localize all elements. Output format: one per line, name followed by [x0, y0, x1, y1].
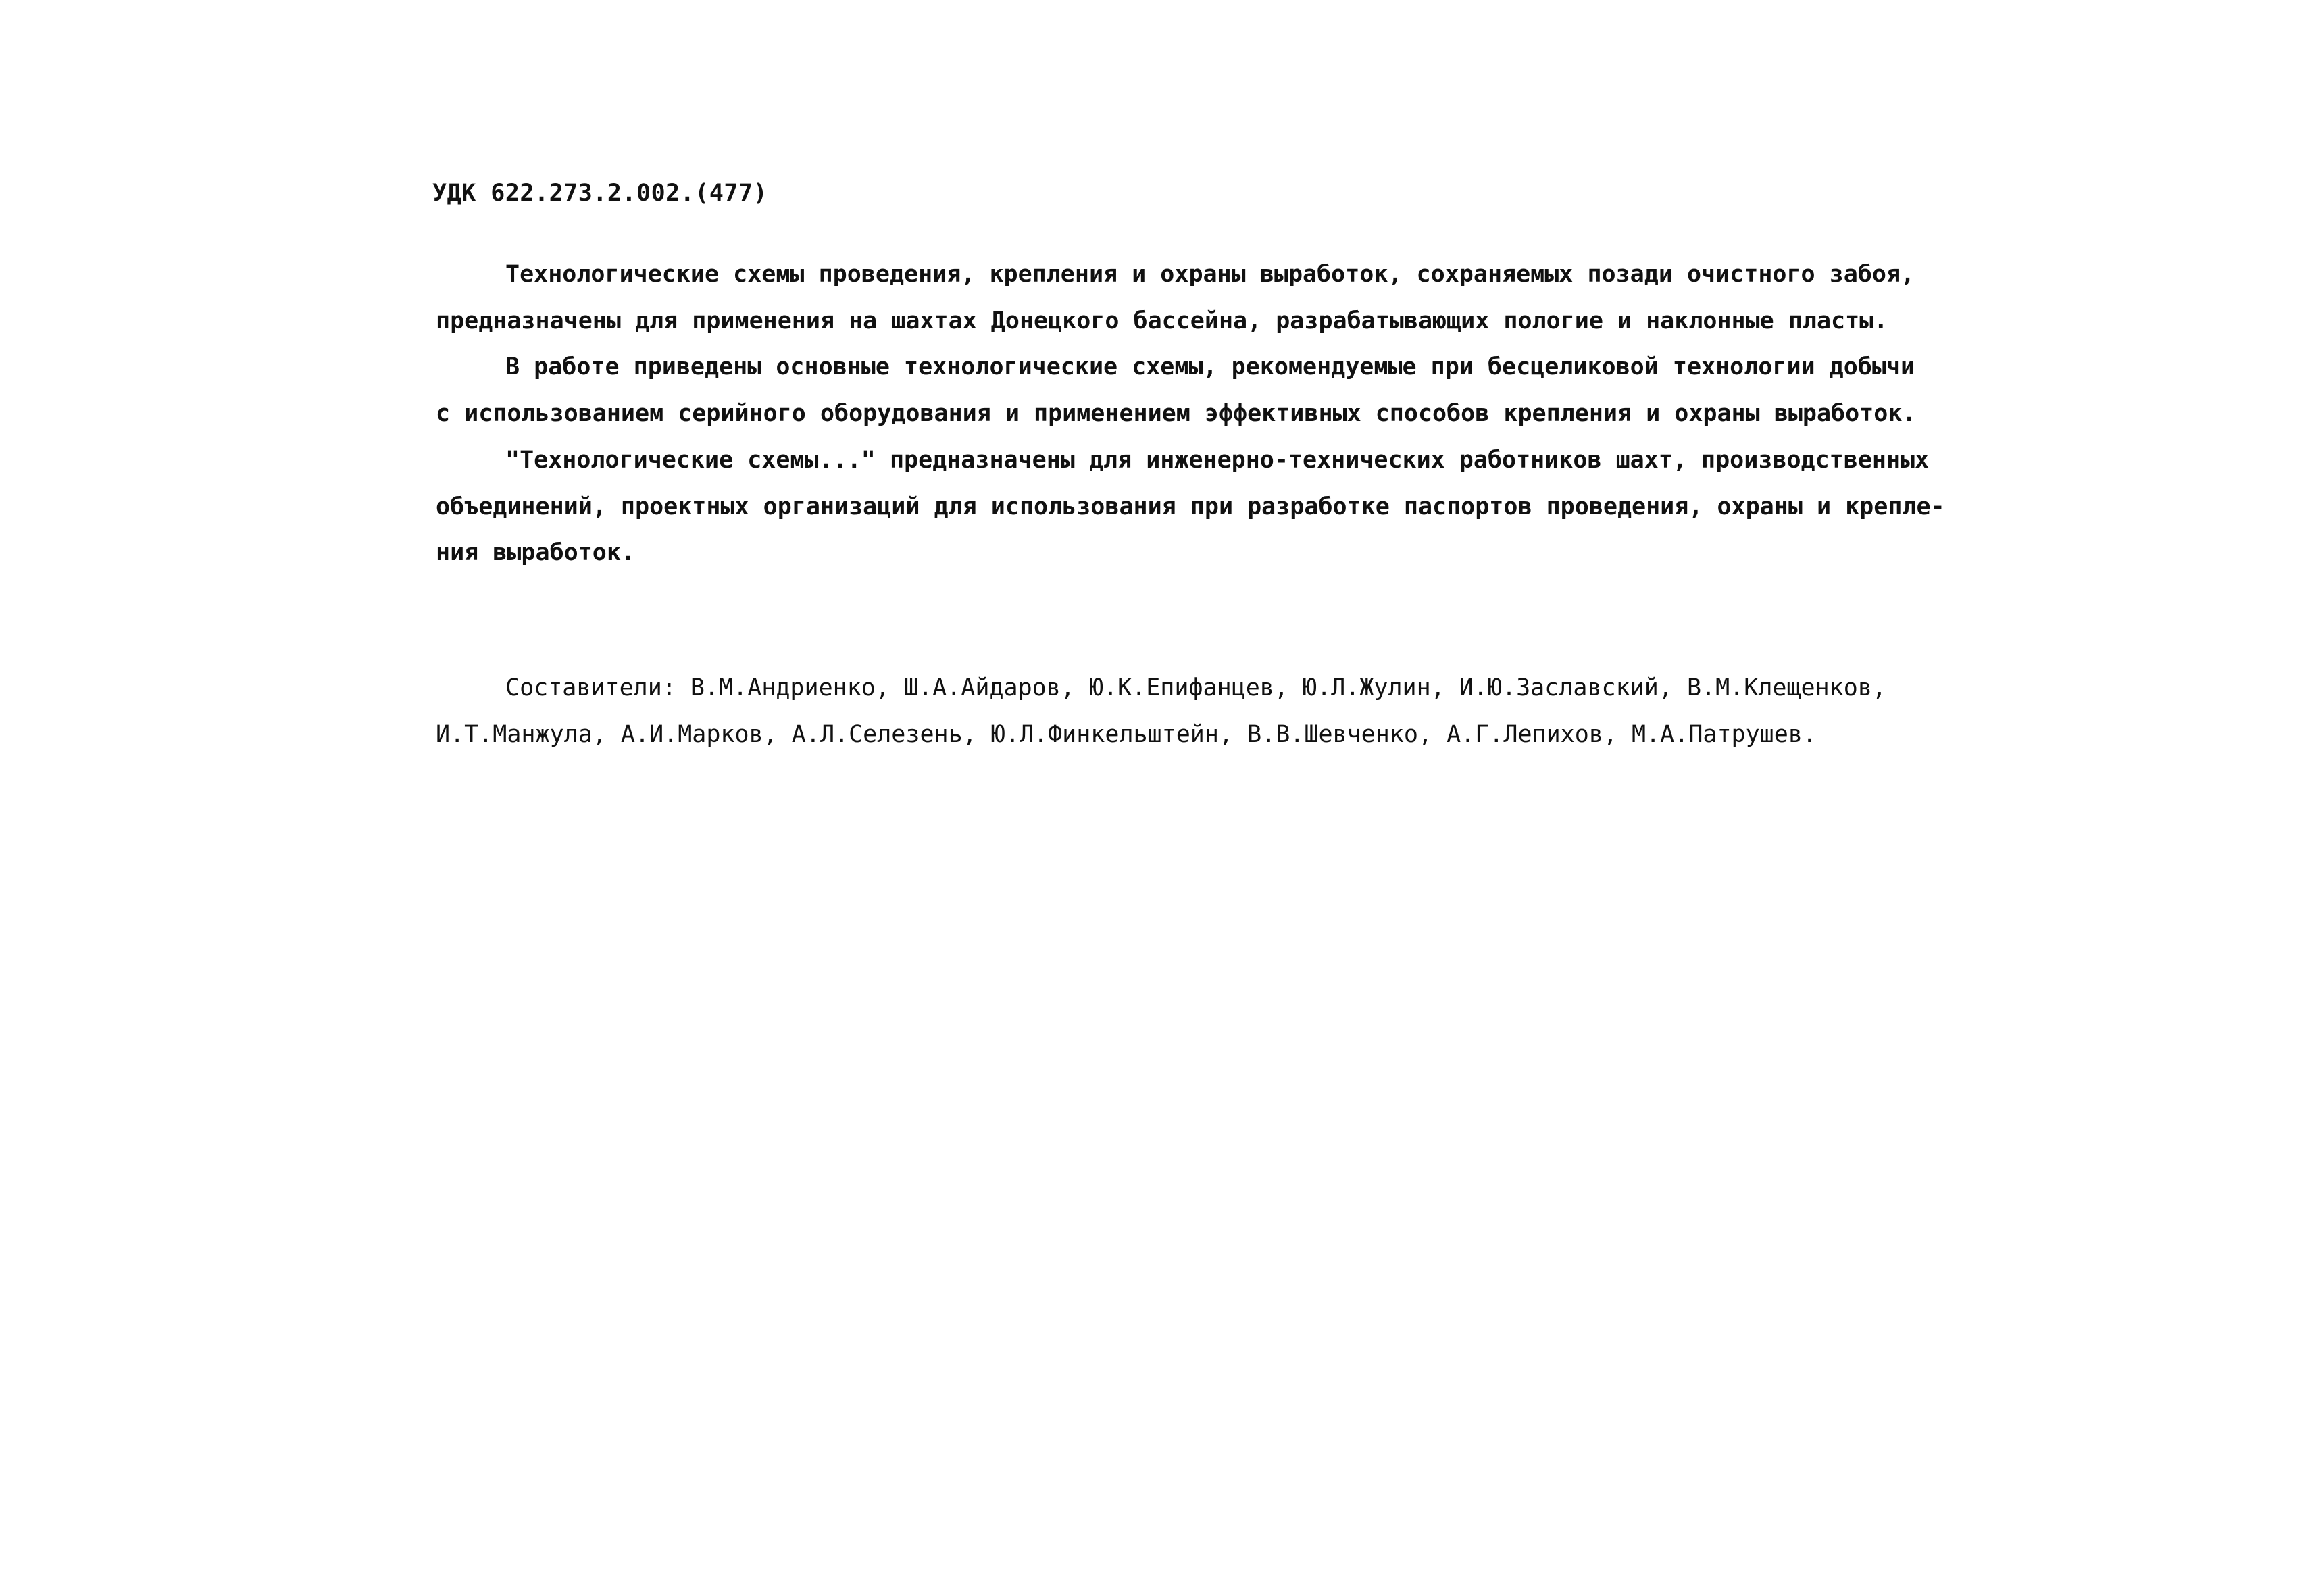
abstract-line-2: предназначены для применения на шахтах Донецкого бассейна, разрабатывающих пологие и наклонные пласты. — [436, 307, 1888, 334]
abstract-line-4: с использованием серийного оборудования и применением эффективных способов крепления и охраны выработок. — [436, 400, 1917, 427]
abstract-line-7: ния выработок. — [436, 539, 636, 566]
abstract-line-6: объединений, проектных организаций для использования при разработке паспортов проведения, охраны и крепле- — [436, 493, 1945, 520]
compilers-line-1: Составители: В.М.Андриенко, Ш.А.Айдаров, Ю.К.Епифанцев, Ю.Л.Жулин, И.Ю.Заславский, В.М.Клещенков, — [505, 674, 1886, 701]
abstract-line-1: Технологические схемы проведения, крепления и охраны выработок, сохраняемых позади очистного забоя, — [505, 261, 1915, 288]
abstract-line-5: "Технологические схемы..." предназначены для инженерно-технических работников шахт, производственных — [505, 447, 1930, 474]
abstract-line-3: В работе приведены основные технологические схемы, рекомендуемые при бесцеликовой технологии добычи — [505, 353, 1915, 380]
udk-code: УДК 622.273.2.002.(477) — [432, 180, 768, 207]
compilers-line-2: И.Т.Манжула, А.И.Марков, А.Л.Селезень, Ю.Л.Финкельштейн, В.В.Шевченко, А.Г.Лепихов, М.А.Патрушев. — [436, 721, 1817, 748]
